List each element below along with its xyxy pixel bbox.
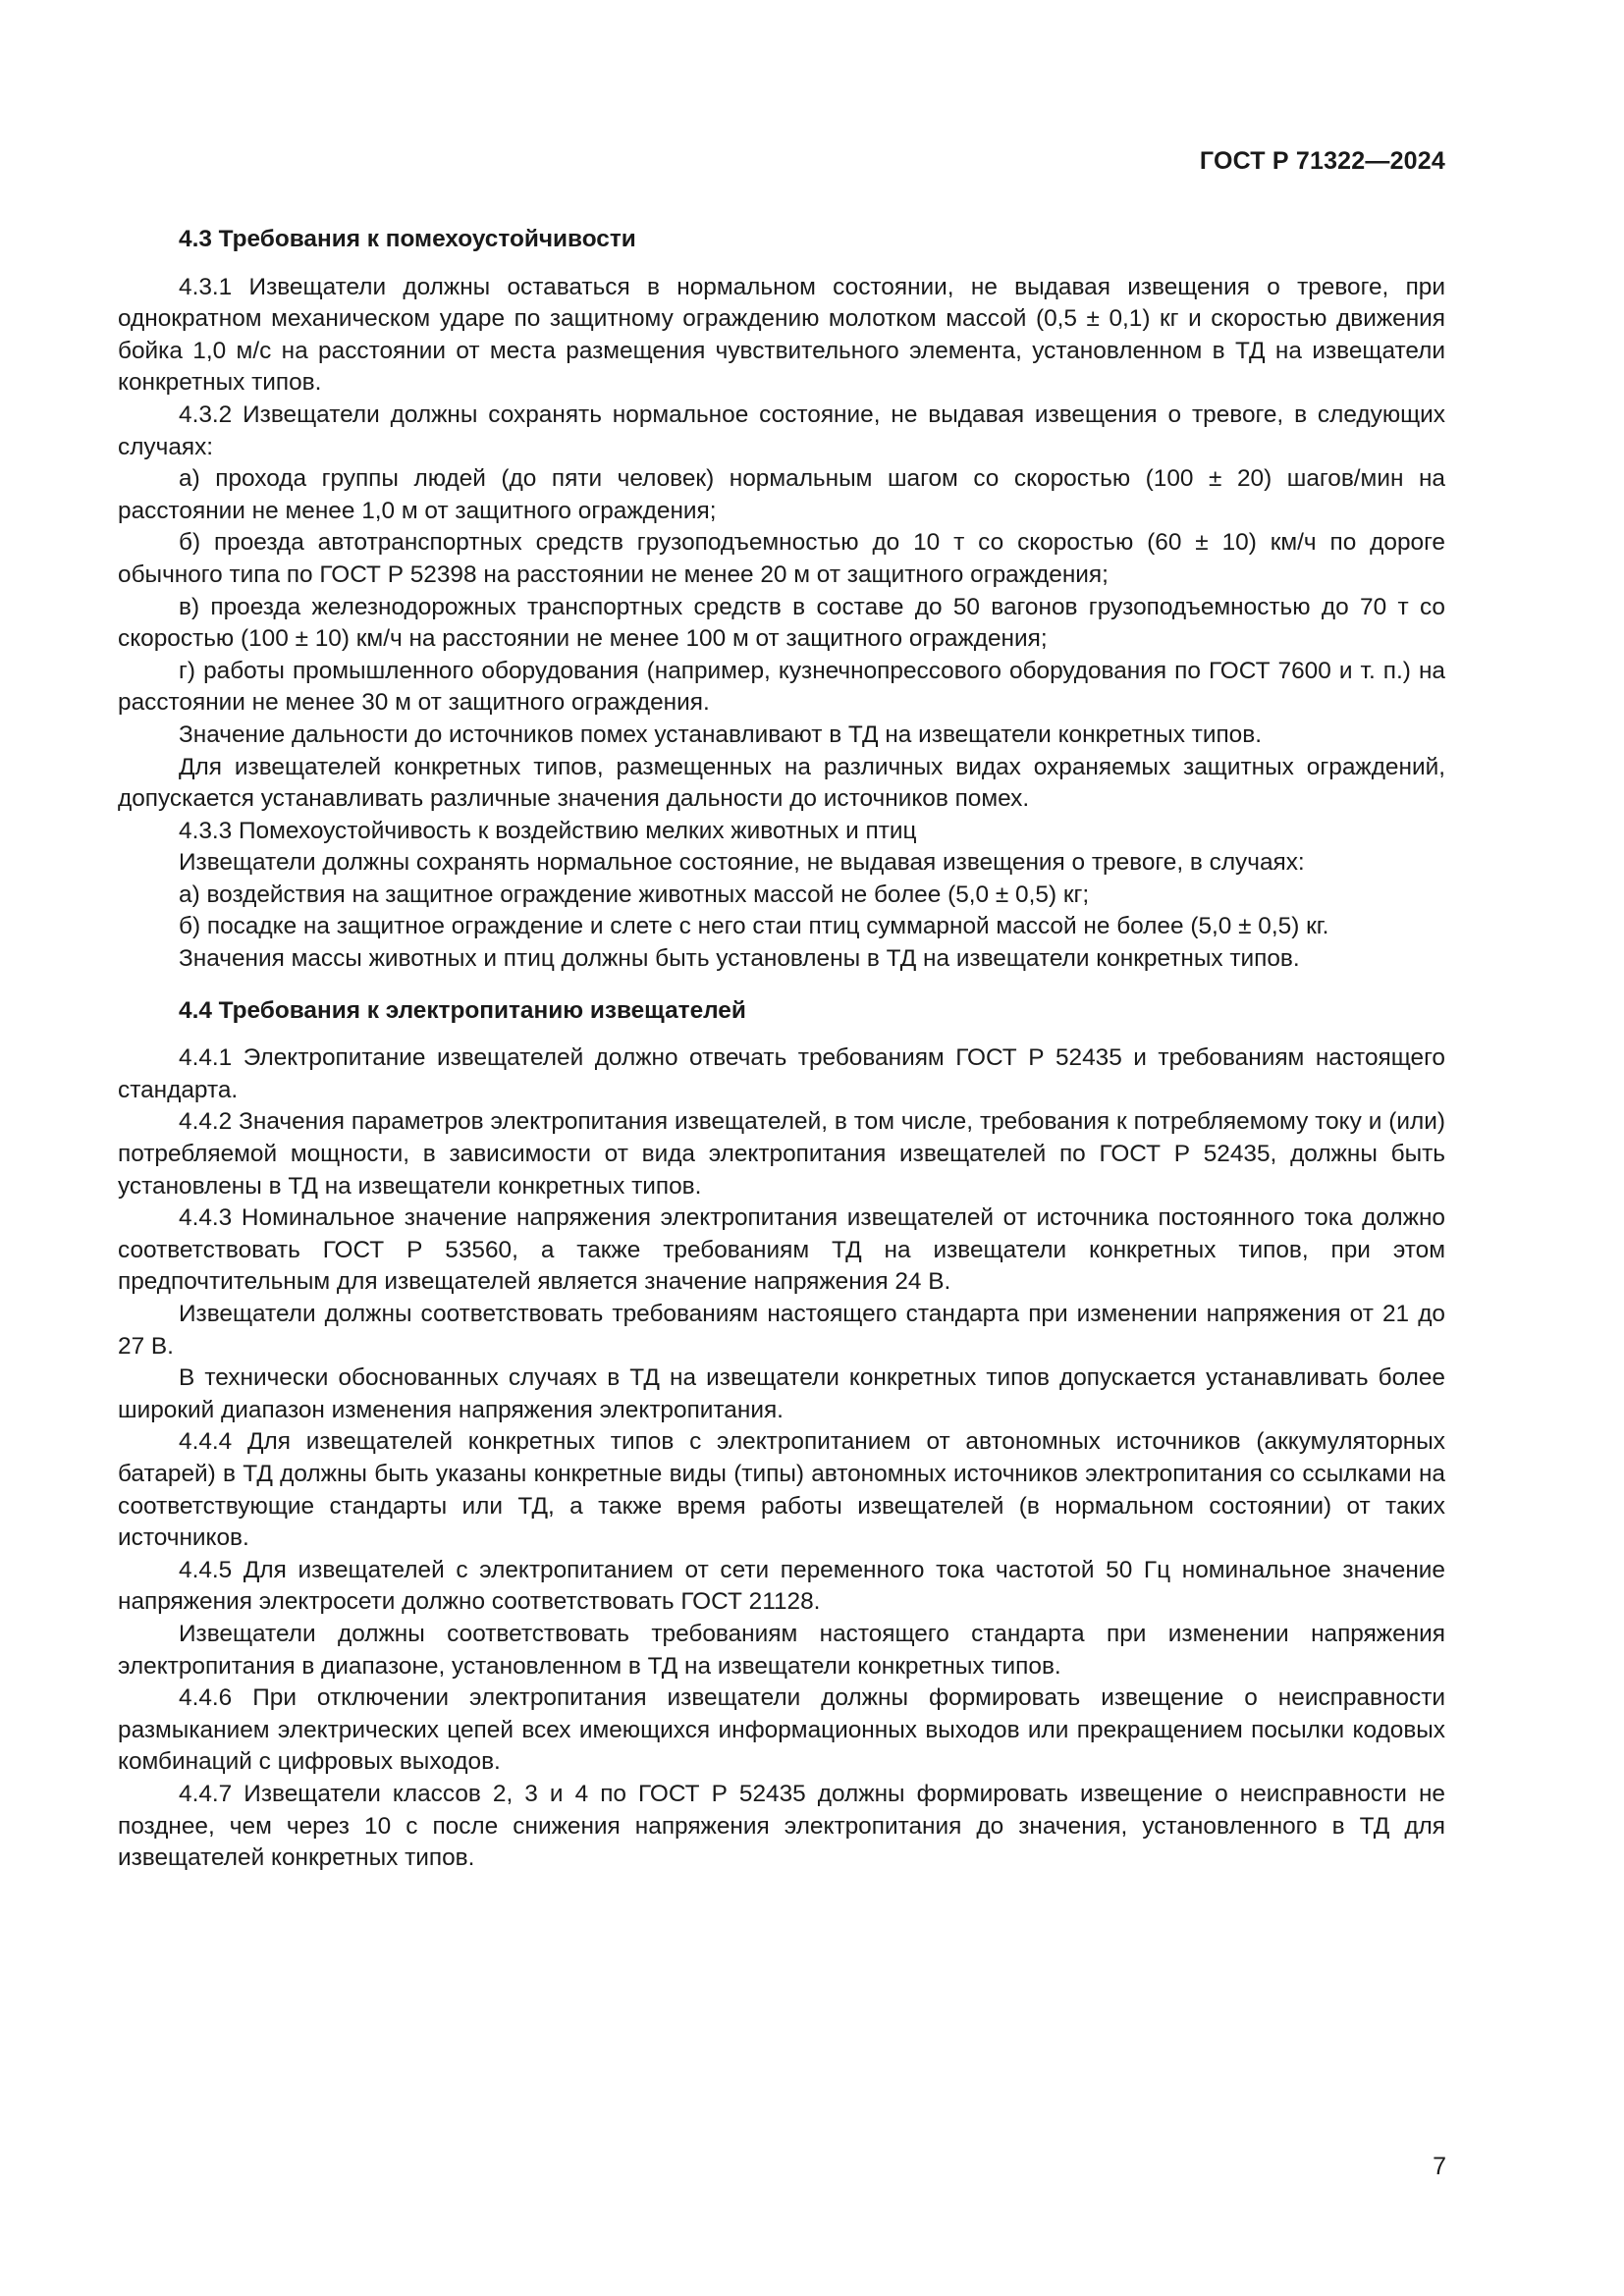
paragraph-4-4-6: 4.4.6 При отключении электропитания извещатели должны формировать извещение о неисправности размыканием электрических цепей всех имеющихся информационных выходов или прекращением посылки кодовых комбинаций с цифровых выходов.: [118, 1684, 1445, 1776]
list-item-4-3-2-g: г) работы промышленного оборудования (например, кузнечнопрессового оборудования по ГОСТ 7600 и т. п.) на расстоянии не менее 30 м от защитного ограждения.: [118, 657, 1445, 717]
paragraph-noise-range-types: Для извещателей конкретных типов, размещенных на различных видах охраняемых защитных ограждений, допускается устанавливать различные значения дальности до источников помех.: [118, 753, 1445, 813]
paragraph-4-4-4: 4.4.4 Для извещателей конкретных типов с электропитанием от автономных источников (аккумуляторных батарей) в ТД должны быть указаны конкретные виды (типы) автономных источников электропитания со ссылками на соответствующие стандарты или ТД, а также время работы извещателей (в нормальном состоянии) от таких источников.: [118, 1428, 1445, 1552]
section-heading-4-3: 4.3 Требования к помехоустойчивости: [179, 226, 636, 252]
document-body: [118, 224, 1445, 1875]
paragraph-mains-voltage-range: Извещатели должны соответствовать требованиям настоящего стандарта при изменении напряжения электропитания в диапазоне, установленном в ТД на извещатели конкретных типов.: [118, 1620, 1445, 1680]
paragraph-voltage-wider-range: В технически обоснованных случаях в ТД на извещатели конкретных типов допускается устанавливать более широкий диапазон изменения напряжения электропитания.: [118, 1364, 1445, 1423]
paragraph-4-4-7: 4.4.7 Извещатели классов 2, 3 и 4 по ГОСТ Р 52435 должны формировать извещение о неисправности не позднее, чем через 10 с после снижения напряжения электропитания до значения, установленного в ТД для извещателей конкретных типов.: [118, 1780, 1445, 1872]
list-item-4-3-2-b: б) проезда автотранспортных средств грузоподъемностью до 10 т со скоростью (60 ± 10) км/ч по дороге обычного типа по ГОСТ Р 52398 на расстоянии не менее 20 м от защитного ограждения;: [118, 529, 1445, 588]
paragraph-4-3-2: 4.3.2 Извещатели должны сохранять нормальное состояние, не выдавая извещения о тревоге, в следующих случаях:: [118, 400, 1445, 460]
page-number: 7: [1433, 2153, 1446, 2180]
paragraph-4-4-1: 4.4.1 Электропитание извещателей должно отвечать требованиям ГОСТ Р 52435 и требованиям настоящего стандарта.: [118, 1044, 1445, 1103]
paragraph-4-4-3: 4.4.3 Номинальное значение напряжения электропитания извещателей от источника постоянного тока должно соответствовать ГОСТ Р 53560, а также требованиям ТД на извещатели конкретных типов, при этом предпочтительным для извещателей является значение напряжения 24 В.: [118, 1204, 1445, 1296]
document-designation: ГОСТ Р 71322—2024: [1199, 147, 1445, 175]
list-item-4-3-3-b: б) посадке на защитное ограждение и слете с него стаи птиц суммарной массой не более (5,0 ± 0,5) кг.: [179, 913, 1329, 940]
paragraph-4-4-5: 4.4.5 Для извещателей с электропитанием от сети переменного тока частотой 50 Гц номинальное значение напряжения электросети должно соответствовать ГОСТ 21128.: [118, 1556, 1445, 1616]
paragraph-4-3-1: 4.3.1 Извещатели должны оставаться в нормальном состоянии, не выдавая извещения о тревоге, при однократном механическом ударе по защитному ограждению молотком массой (0,5 ± 0,1) кг и скоростью движения бойка 1,0 м/с на расстоянии от места размещения чувствительного элемента, установленном в ТД на извещатели конкретных типов.: [118, 273, 1445, 397]
paragraph-4-3-3-intro: Извещатели должны сохранять нормальное состояние, не выдавая извещения о тревоге, в случаях:: [179, 849, 1305, 877]
paragraph-voltage-range: Извещатели должны соответствовать требованиям настоящего стандарта при изменении напряжения от 21 до 27 В.: [118, 1301, 1445, 1360]
paragraph-animal-mass: Значения массы животных и птиц должны быть установлены в ТД на извещатели конкретных типов.: [179, 945, 1300, 973]
paragraph-4-4-2: 4.4.2 Значения параметров электропитания извещателей, в том числе, требования к потребляемому току и (или) потребляемой мощности, в зависимости от вида электропитания извещателей по ГОСТ Р 52435, должны быть установлены в ТД на извещатели конкретных типов.: [118, 1108, 1445, 1200]
list-item-4-3-2-v: в) проезда железнодорожных транспортных средств в составе до 50 вагонов грузоподъемностью до 70 т со скоростью (100 ± 10) км/ч на расстоянии не менее 100 м от защитного ограждения;: [118, 593, 1445, 653]
section-heading-4-4: 4.4 Требования к электропитанию извещателей: [179, 996, 746, 1024]
list-item-4-3-3-a: а) воздействия на защитное ограждение животных массой не более (5,0 ± 0,5) кг;: [179, 881, 1090, 908]
paragraph-4-3-3: 4.3.3 Помехоустойчивость к воздействию мелких животных и птиц: [179, 817, 917, 844]
list-item-4-3-2-a: а) прохода группы людей (до пяти человек) нормальным шагом со скоростью (100 ± 20) шагов/мин на расстоянии не менее 1,0 м от защитного ограждения;: [118, 465, 1445, 524]
paragraph-noise-range: Значение дальности до источников помех устанавливают в ТД на извещатели конкретных типов.: [179, 721, 1262, 748]
